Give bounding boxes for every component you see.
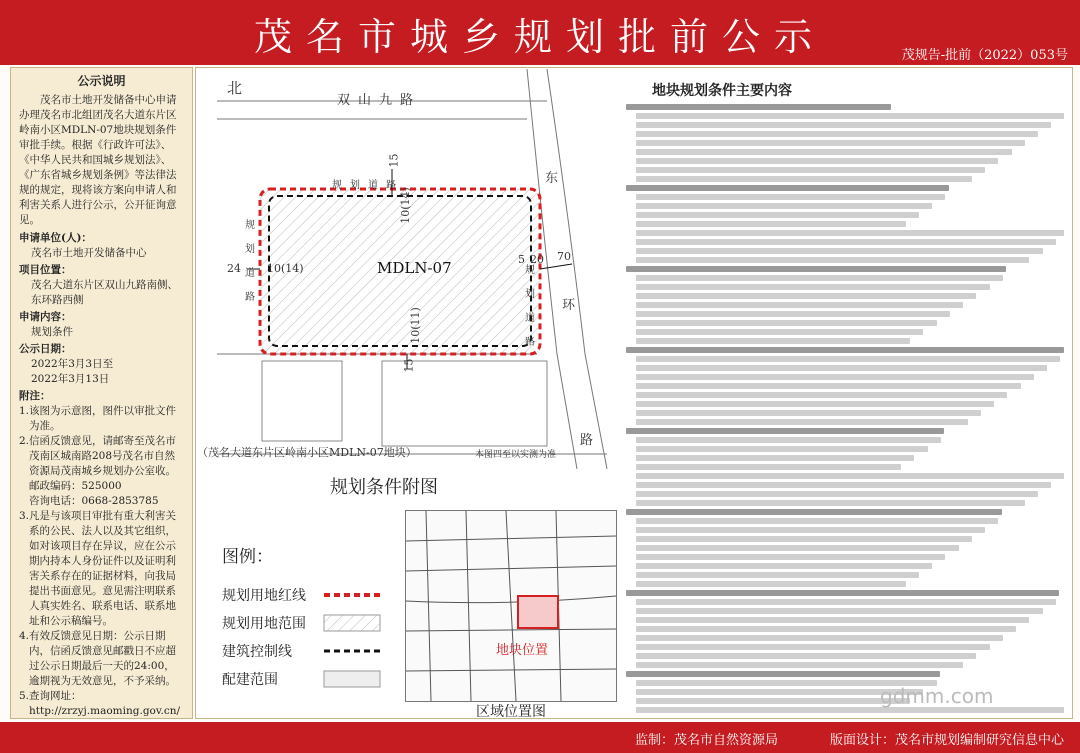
- illegible-text-line: [636, 113, 1064, 119]
- illegible-text-line: [636, 374, 1034, 380]
- illegible-text-line: [636, 131, 1038, 137]
- illegible-text-line: [636, 446, 928, 452]
- illegible-text-line: [636, 194, 945, 200]
- illegible-text-line: [636, 500, 1025, 506]
- illegible-text-line: [636, 239, 1056, 245]
- legend-label: 配建范围: [222, 672, 278, 688]
- illegible-text-line: [636, 662, 963, 668]
- legend-item-land-range: [222, 609, 407, 637]
- illegible-text-line: [636, 626, 1016, 632]
- illegible-text-line: [636, 329, 923, 335]
- illegible-text-line: [636, 158, 998, 164]
- conditions-title: 地块规划条件主要内容: [652, 83, 792, 99]
- illegible-text-line: [626, 671, 940, 677]
- planned-road-left: 规划道路: [245, 220, 255, 303]
- illegible-text-line: [636, 707, 1064, 713]
- illegible-text-line: [636, 176, 972, 182]
- website-link[interactable]: http://zrzyj.maoming.gov.cn/: [29, 705, 181, 717]
- note-item: 邮政编码：525000: [29, 480, 122, 492]
- road-bottom-label: 路: [580, 433, 594, 448]
- dim-right-c: 70: [557, 250, 571, 263]
- illegible-text-line: [626, 590, 1059, 596]
- notice-heading: 公示说明: [77, 74, 126, 88]
- page-title: 茂名市城乡规划批前公示: [253, 15, 826, 59]
- note-item: 4.有效反馈意见日期：公示日期内，信函反馈意见邮戳日不应超过公示日期最后一天的24:00，逾期视为无效意见，不予采纳。: [19, 630, 176, 687]
- illegible-text-line: [626, 509, 1002, 515]
- date-from: 2022年3月3日至: [31, 358, 114, 370]
- illegible-text-line: [636, 617, 1029, 623]
- map-note-left: （茂名大道东片区岭南小区MDLN-07地块）: [197, 446, 417, 459]
- footer-designer: 版面设计：茂名市规划编制研究信息中心: [830, 733, 1065, 748]
- illegible-text-line: [636, 518, 998, 524]
- illegible-text-line: [636, 635, 1003, 641]
- illegible-text-line: [636, 167, 985, 173]
- dim-bottom-a: 15: [402, 358, 416, 373]
- north-label: 北: [227, 79, 243, 97]
- road-top-label: 双山九路: [337, 93, 422, 108]
- map-note-right: 本图四至以实测为准: [475, 450, 557, 460]
- illegible-text-line: [636, 356, 1060, 362]
- illegible-text-line: [636, 653, 976, 659]
- illegible-text-line: [636, 482, 1051, 488]
- illegible-text-line: [636, 311, 950, 317]
- note-item: 2.信函反馈意见，请邮寄至茂名市茂南区城南路208号茂名市自然资源局茂南城乡规划办公室收。: [19, 435, 177, 477]
- illegible-text-line: [636, 401, 994, 407]
- dim-left-b: 10(14): [267, 262, 304, 275]
- illegible-text-line: [636, 122, 1051, 128]
- planned-road-right: 规划道路: [525, 265, 535, 348]
- illegible-text-line: [636, 248, 1043, 254]
- attachment-title: 规划条件附图: [330, 477, 438, 498]
- notes-label: 附注：: [19, 390, 51, 402]
- illegible-text-line: [636, 545, 959, 551]
- illegible-text-line: [636, 437, 941, 443]
- applicant-label: 申请单位(人)：: [19, 232, 92, 244]
- road-ring-label: 环: [562, 298, 576, 313]
- illegible-text-line: [636, 554, 945, 560]
- note-item: 1.该图为示意图，图件以审批文件为准。: [19, 405, 177, 432]
- illegible-text-line: [636, 365, 1047, 371]
- illegible-text-line: [636, 383, 1021, 389]
- illegible-text-line: [636, 491, 1038, 497]
- illegible-text-line: [636, 536, 972, 542]
- illegible-text-line: [636, 563, 932, 569]
- dim-bottom-b: 10(11): [408, 307, 422, 344]
- location-value: 茂名大道东片区双山九路南侧、东环路西侧: [31, 279, 178, 306]
- illegible-text-line: [636, 140, 1025, 146]
- content-value: 规划条件: [31, 326, 73, 338]
- illegible-text-line: [626, 185, 949, 191]
- illegible-text-line: [626, 266, 1006, 272]
- illegible-text-line: [636, 230, 1064, 236]
- illegible-text-line: [626, 104, 891, 110]
- illegible-text-line: [626, 347, 1064, 353]
- footer-supervisor: 监制：茂名市自然资源局: [635, 733, 779, 748]
- notice-panel: [10, 67, 193, 719]
- legend-item-control-line: [222, 637, 407, 665]
- legend-label: 建筑控制线: [222, 644, 292, 660]
- illegible-text-line: [636, 698, 910, 704]
- legend-item-red-line: [222, 581, 407, 609]
- illegible-text-line: [636, 149, 1012, 155]
- illegible-text-line: [636, 203, 932, 209]
- legend-label: 规划用地红线: [222, 588, 306, 604]
- note-item: 3.凡是与该项目审批有重大利害关系的公民、法人以及其它组织，如对该项目存在异议，应在公示期内持本人身份证件以及证明利害关系存在的证据材料，向我局提出书面意见。意见需注明联系人真实姓名、联系电话、联系地址和公示稿编号。: [19, 510, 177, 627]
- illegible-text-line: [636, 275, 1003, 281]
- dim-top-b: 15: [387, 153, 401, 168]
- document-number: 茂规告-批前（2022）053号: [901, 48, 1068, 63]
- note-item: 5.查询网址：: [19, 690, 82, 702]
- illegible-text-line: [636, 293, 976, 299]
- illegible-text-line: [636, 527, 985, 533]
- content-label: 申请内容：: [19, 311, 72, 323]
- dim-left-a: 24: [227, 262, 241, 275]
- illegible-text-line: [636, 572, 919, 578]
- illegible-text-line: [636, 608, 1043, 614]
- illegible-text-line: [636, 455, 914, 461]
- illegible-text-line: [636, 581, 906, 587]
- note-item: 咨询电话：0668-2853785: [29, 495, 159, 507]
- illegible-text-line: [636, 338, 910, 344]
- illegible-text-line: [636, 302, 963, 308]
- illegible-text-line: [636, 284, 990, 290]
- dim-right-a: 5: [518, 253, 525, 266]
- illegible-text-line: [636, 320, 937, 326]
- location-map-label: 地块位置: [496, 643, 549, 658]
- dim-right-b: 20: [530, 253, 544, 266]
- parcel-id: MDLN-07: [377, 259, 452, 277]
- illegible-text-line: [636, 221, 906, 227]
- illegible-text-line: [636, 464, 901, 470]
- illegible-text-line: [636, 599, 1056, 605]
- applicant-value: 茂名市土地开发储备中心: [31, 247, 147, 259]
- site-map: [197, 69, 617, 469]
- illegible-text-line: [636, 419, 968, 425]
- conditions-panel: [622, 80, 1064, 716]
- planned-road-top: 规划道路: [332, 180, 404, 191]
- road-right-label: 东: [545, 171, 559, 186]
- illegible-text-line: [636, 257, 1029, 263]
- notice-body: 茂名市土地开发储备中心申请办理茂名市北组团茂名大道东片区岭南小区MDLN-07地块规划条件审批手续。根据《行政许可法》、《中华人民共和国城乡规划法》、《广东省城乡规划条例》等法律法规的规定，现将该方案向申请人和利害关系人进行公示，公开征询意见。: [19, 94, 177, 226]
- illegible-text-line: [636, 473, 1064, 479]
- illegible-text-line: [636, 410, 981, 416]
- header-banner: [0, 0, 1080, 65]
- legend: [222, 542, 407, 693]
- date-label: 公示日期：: [19, 343, 72, 355]
- footer: [0, 722, 1080, 753]
- date-to: 2022年3月13日: [31, 373, 110, 385]
- illegible-text-line: [636, 392, 1007, 398]
- legend-title: 图例：: [222, 547, 273, 567]
- illegible-text-line: [636, 212, 919, 218]
- location-map: [405, 510, 617, 702]
- location-label: 项目位置：: [19, 264, 72, 276]
- watermark: gdmm.com: [880, 684, 994, 708]
- legend-label: 规划用地范围: [222, 616, 306, 632]
- illegible-text-line: [636, 644, 990, 650]
- legend-item-supporting: [222, 665, 407, 693]
- dim-top-a: 10(14): [398, 187, 412, 224]
- illegible-text-line: [626, 428, 944, 434]
- location-map-title: 区域位置图: [476, 704, 546, 720]
- site-highlight: [518, 596, 558, 628]
